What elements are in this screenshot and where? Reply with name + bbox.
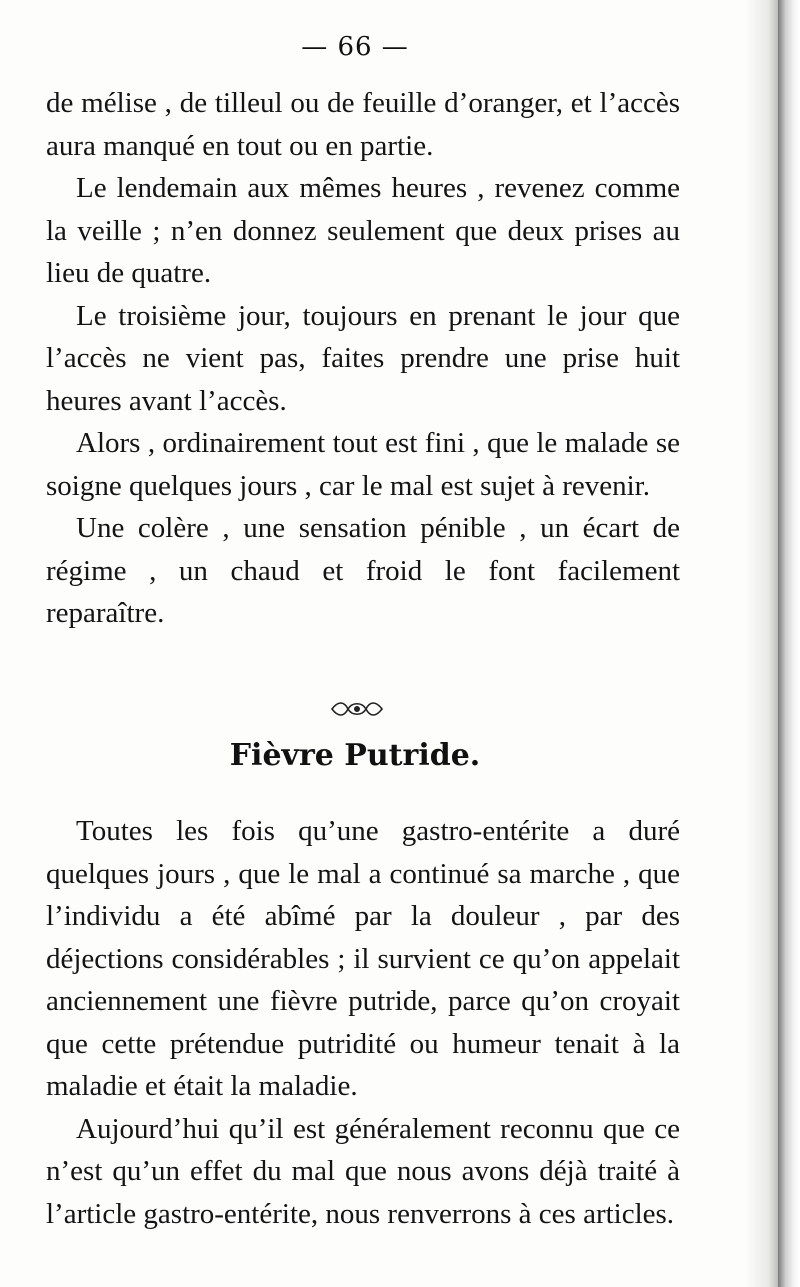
paragraph: Toutes les fois qu’une gastro-entérite a duré quelques jours , que le mal a continué sa marche , que l’individu a été abîmé par la douleur , par des déjections considérables ; il survient ce qu’on appelait anciennement une fièvre putride, parce qu’on croyait que cette prétendue putridité ou humeur tenait à la maladie et était la maladie. xyxy=(46,815,680,1102)
paragraph: Le lendemain aux mêmes heures , revenez comme la veille ; n’en donnez seulement que deux prises au lieu de quatre. xyxy=(46,172,680,289)
ornament-icon xyxy=(330,698,384,720)
page-edge xyxy=(778,0,800,1287)
page-number: — 66 — xyxy=(301,32,409,62)
paragraph: Le troisième jour, toujours en prenant le jour que l’accès ne vient pas, faites prendre une prise huit heures avant l’accès. xyxy=(46,299,680,417)
paragraph-continuation: de mélise , de tilleul ou de feuille d’oranger, et l’accès aura manqué en tout ou en partie. xyxy=(46,87,680,162)
paragraph: Alors , ordinairement tout est fini , que le malade se soigne quelques jours , car le mal est sujet à revenir. xyxy=(46,427,680,502)
page-gutter-shadow xyxy=(745,0,778,1287)
text-block-top xyxy=(46,82,680,635)
paragraph: Aujourd’hui qu’il est généralement reconnu que ce n’est qu’un effet du mal que nous avons déjà traité à l’article gastro-entérite, nous renverrons à ces articles. xyxy=(46,1112,680,1230)
text-block-bottom xyxy=(46,810,680,1235)
section-title: Fièvre Putride. xyxy=(229,738,481,773)
paragraph: Une colère , une sensation pénible , un écart de régime , un chaud et froid le font facilement reparaître. xyxy=(46,512,680,629)
